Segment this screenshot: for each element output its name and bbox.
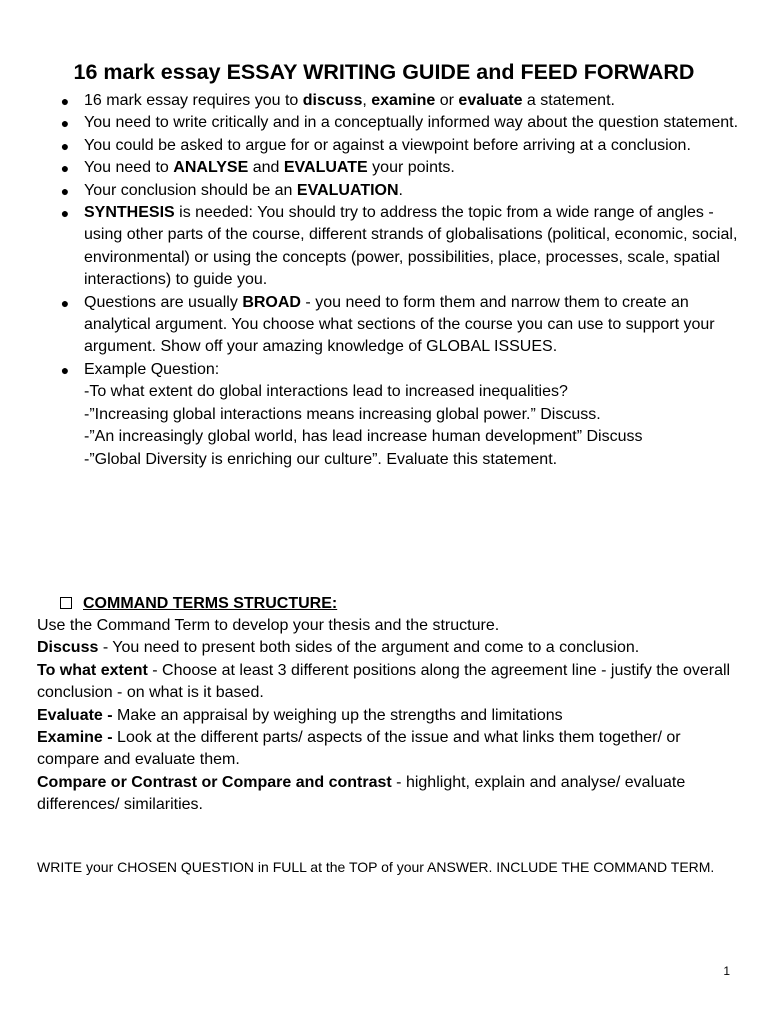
command-term-entry: Compare or Contrast or Compare and contrast - highlight, explain and analyse/ evaluate differences/ similarities. (37, 773, 686, 814)
bullet-icon: ● (60, 182, 70, 199)
list-item: ● You could be asked to argue for or against a viewpoint before arriving at a conclusion. (58, 135, 738, 157)
command-term-entry: Examine - Look at the different parts/ aspects of the issue and what links them together/ or compare and evaluate them. (37, 729, 681, 769)
checkbox-icon (60, 597, 72, 609)
list-item: ● 16 mark essay requires you to discuss, examine or evaluate a statement. (58, 90, 738, 112)
guide-bullet-list (58, 90, 738, 471)
command-term-entry: Discuss - You need to present both sides of the argument and come to a conclusion. (37, 639, 640, 657)
bullet-icon: ● (60, 137, 70, 154)
example-question: -”Increasing global interactions means increasing global power.” Discuss. (84, 405, 601, 423)
example-question-label: Example Question: (84, 360, 220, 378)
answer-instruction: WRITE your CHOSEN QUESTION in FULL at the TOP of your ANSWER. INCLUDE THE COMMAND TERM. (37, 859, 715, 875)
bullet-icon: ● (60, 115, 70, 132)
page-number: 1 (723, 964, 730, 978)
list-item: ● SYNTHESIS is needed: You should try to address the topic from a wide range of angles - using other parts of the course, different strands of globalisations (political, economic, social, environmental) or using the concepts (power, possibilities, place, processes, scale, spatial interactions) to guide you. (58, 202, 738, 292)
command-term-entry: To what extent - Choose at least 3 different positions along the agreement line - justify the overall conclusion - on what is it based. (37, 661, 731, 702)
list-item: ● You need to write critically and in a conceptually informed way about the question statement. (58, 112, 738, 134)
example-question: -To what extent do global interactions lead to increased inequalities? (84, 383, 568, 401)
list-item: ● You need to ANALYSE and EVALUATE your points. (58, 157, 738, 179)
bullet-icon: ● (60, 205, 70, 222)
command-terms-intro: Use the Command Term to develop your thesis and the structure. (37, 617, 500, 634)
bullet-icon: ● (60, 294, 70, 311)
example-question: -”Global Diversity is enriching our culture”. Evaluate this statement. (84, 450, 558, 468)
command-terms-heading: COMMAND TERMS STRUCTURE: (60, 593, 337, 615)
bullet-icon: ● (60, 361, 70, 378)
bullet-icon: ● (60, 93, 70, 109)
page-title: 16 mark essay ESSAY WRITING GUIDE and FEED FORWARD (73, 60, 695, 84)
example-questions-item (58, 359, 738, 471)
command-terms-section (37, 615, 737, 817)
list-item: ● Your conclusion should be an EVALUATION. (58, 180, 738, 202)
example-question: -”An increasingly global world, has lead increase human development” Discuss (84, 428, 643, 446)
bullet-icon: ● (60, 160, 70, 177)
command-term-entry: Evaluate - Make an appraisal by weighing up the strengths and limitations (37, 706, 563, 724)
list-item: ● Questions are usually BROAD - you need to form them and narrow them to create an analytical argument. You choose what sections of the course you can use to support your argument. Show off your amazing knowledge of GLOBAL ISSUES. (58, 292, 738, 359)
